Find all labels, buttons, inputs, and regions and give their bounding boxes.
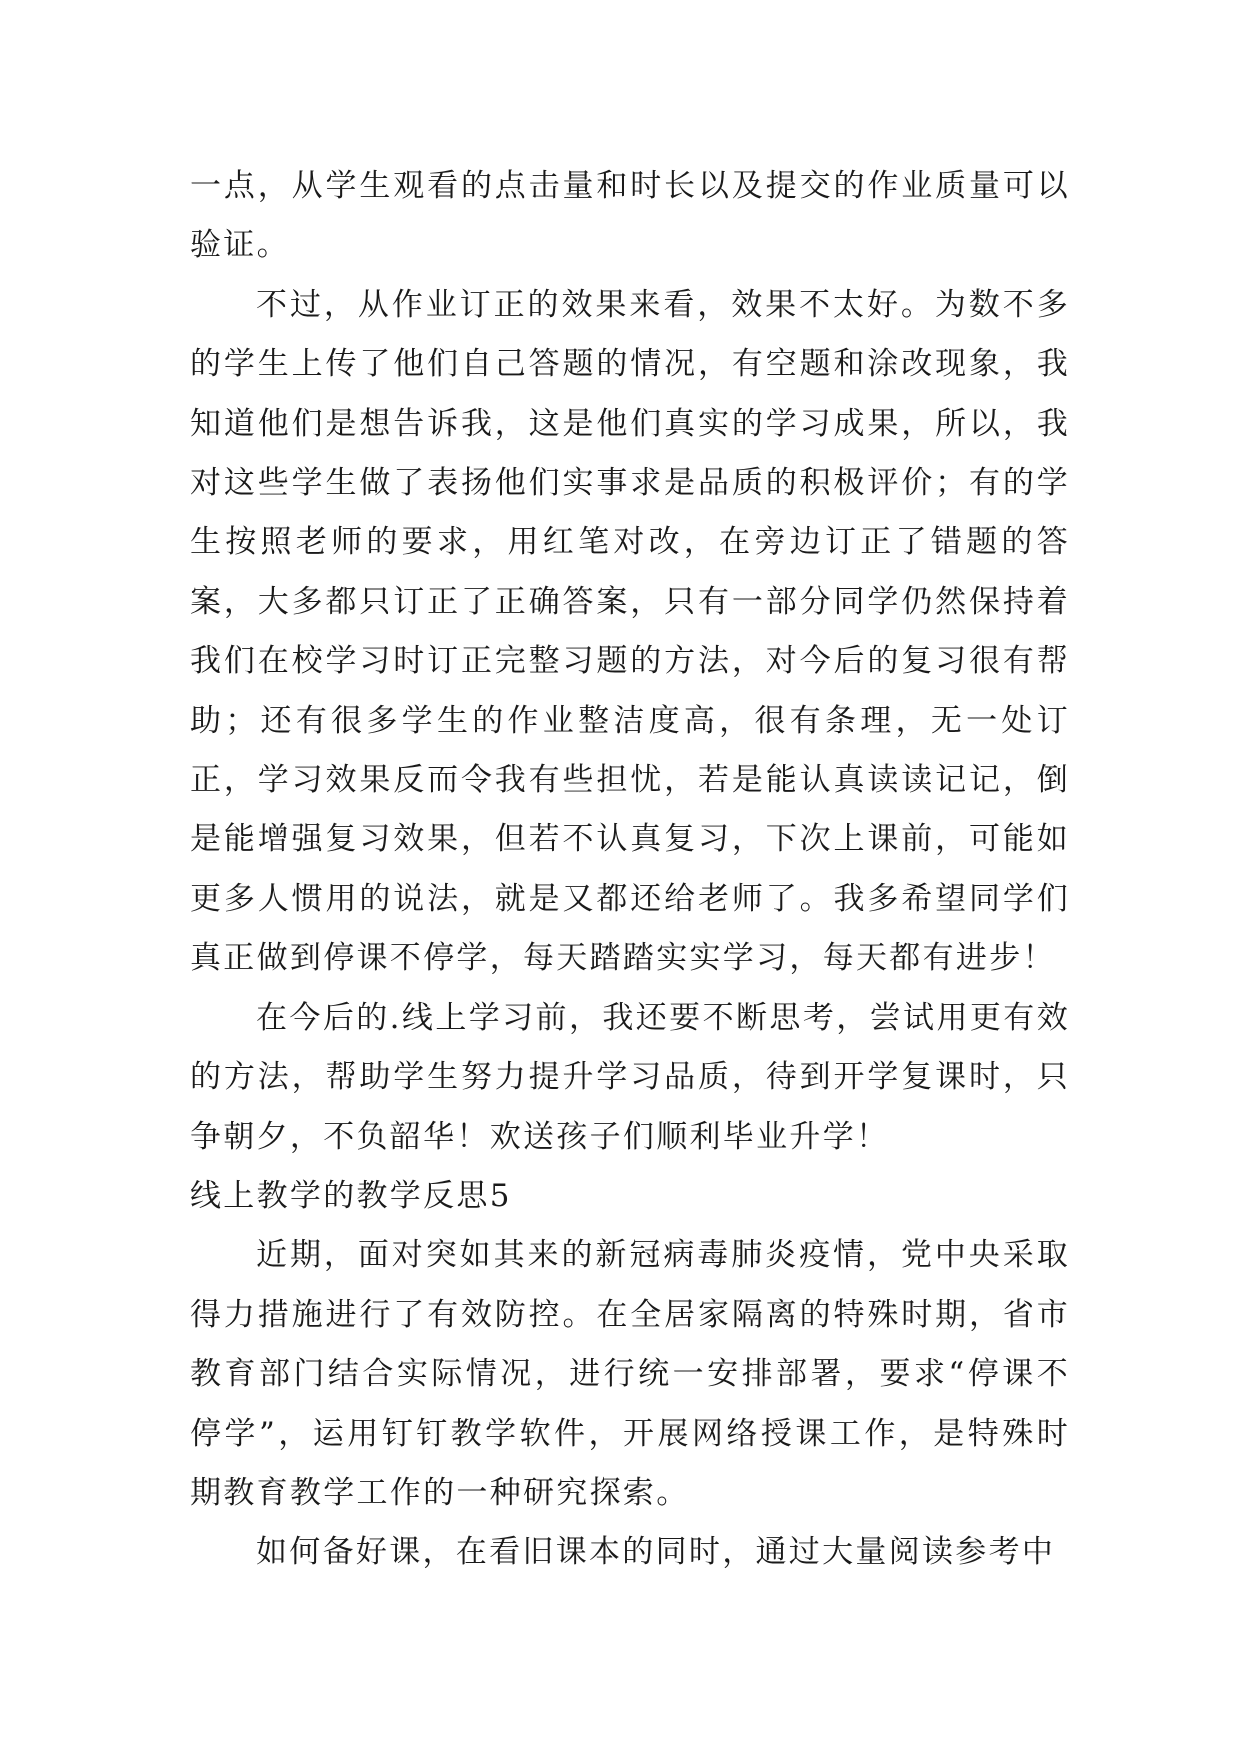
document-body: [190, 157, 1070, 1583]
paragraph-3: 在今后的.线上学习前，我还要不断思考，尝试用更有效的方法，帮助学生努力提升学习品质，待到开学复课时，只争朝夕，不负韶华！欢送孩子们顺利毕业升学！: [190, 999, 1070, 1155]
paragraph-1: 一点，从学生观看的点击量和时长以及提交的作业质量可以验证。: [190, 168, 1070, 264]
section-heading: 线上教学的教学反思5: [190, 1177, 512, 1214]
paragraph-4: 近期，面对突如其来的新冠病毒肺炎疫情，党中央采取得力措施进行了有效防控。在全居家隔离的特殊时期，省市教育部门结合实际情况，进行统一安排部署，要求“停课不停学”，运用钉钉教学软件，开展网络授课工作，是特殊时期教育教学工作的一种研究探索。: [190, 1237, 1070, 1511]
paragraph-5: 如何备好课，在看旧课本的同时，通过大量阅读参考中: [256, 1534, 1056, 1571]
paragraph-2: 不过，从作业订正的效果来看，效果不太好。为数不多的学生上传了他们自己答题的情况，有空题和涂改现象，我知道他们是想告诉我，这是他们真实的学习成果，所以，我对这些学生做了表扬他们实事求是品质的积极评价；有的学生按照老师的要求，用红笔对改，在旁边订正了错题的答案，大多都只订正了正确答案，只有一部分同学仍然保持着我们在校学习时订正完整习题的方法，对今后的复习很有帮助；还有很多学生的作业整洁度高，很有条理，无一处订正，学习效果反而令我有些担忧，若是能认真读读记记，倒是能增强复习效果，但若不认真复习，下次上课前，可能如更多人惯用的说法，就是又都还给老师了。我多希望同学们真正做到停课不停学，每天踏踏实实学习，每天都有进步！: [190, 286, 1070, 977]
